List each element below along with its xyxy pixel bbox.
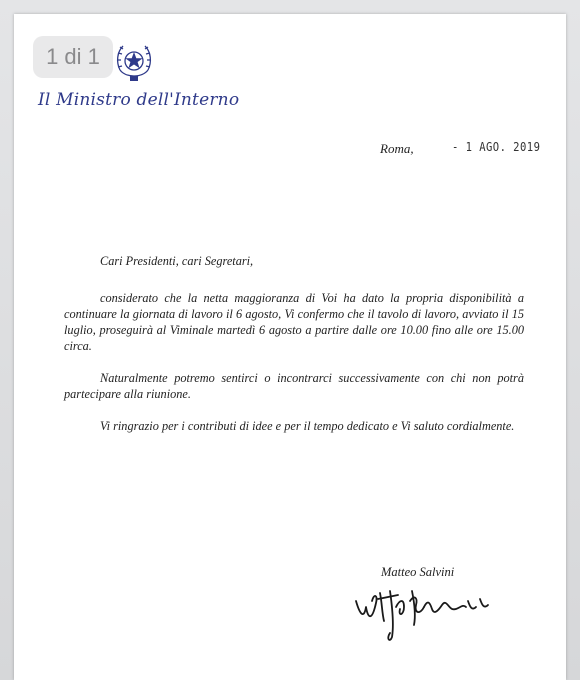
letter-paragraph-3: Vi ringrazio per i contributi di idee e per il tempo dedicato e Vi saluto cordialmente. — [100, 419, 515, 433]
dateline-place: Roma, — [380, 141, 414, 156]
handwritten-signature-icon — [352, 585, 502, 645]
letter-paragraph-1: considerato che la netta maggioranza di Voi ha dato la propria disponibilità a continuare la giornata di lavoro il 6 agosto, Vi confermo che il tavolo di lavoro, avviato il 15 luglio, proseguirà al Viminale martedì 6 agosto a partire dalle ore 10.00 fino alle ore 15.00 circa. — [64, 291, 524, 353]
signer-name: Matteo Salvini — [381, 565, 455, 579]
ministry-letterhead-title: Il Ministro dell'Interno — [38, 90, 240, 110]
letter-body — [64, 253, 524, 450]
letter-greeting: Cari Presidenti, cari Segretari, — [100, 254, 254, 268]
page-counter-badge: 1 di 1 — [33, 36, 113, 78]
letter-paragraph-2: Naturalmente potremo sentirci o incontrarci successivamente con chi non potrà partecipare alla riunione. — [64, 371, 524, 401]
date-stamp: - 1 AGO. 2019 — [452, 140, 541, 154]
italian-republic-emblem-icon — [114, 40, 154, 84]
